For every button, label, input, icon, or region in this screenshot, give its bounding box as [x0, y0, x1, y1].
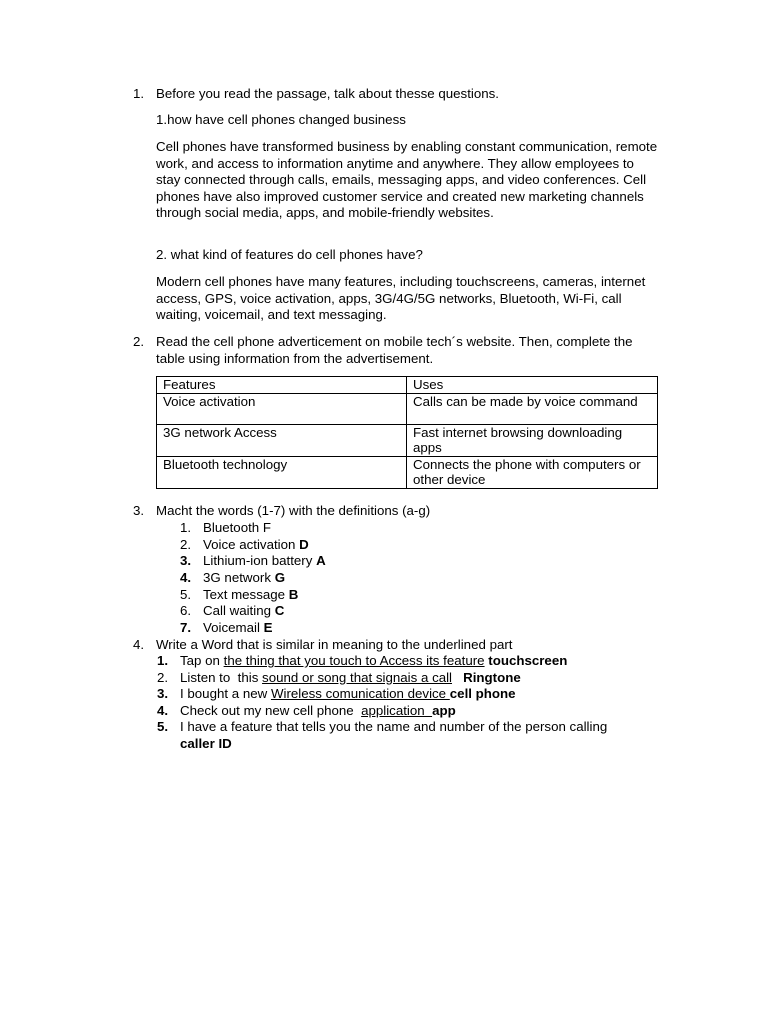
answer: touchscreen: [488, 653, 568, 668]
table-row: [157, 393, 658, 424]
underlined-phrase: Wireless comunication device: [270, 686, 450, 701]
q3-prompt: Macht the words (1-7) with the definitions (a-g): [156, 503, 431, 518]
q1-prompt: Before you read the passage, talk about thesse questions.: [156, 86, 499, 101]
q1-sub1-question: 1.how have cell phones changed business: [156, 112, 406, 127]
q3-item: Lithium-ion battery A: [203, 553, 326, 568]
q3-item-number: 5.: [180, 587, 192, 602]
q4-item-number: 4.: [157, 703, 169, 718]
table-header-features: Features: [157, 377, 407, 394]
q3-item-number: 6.: [180, 603, 192, 618]
q2-number: 2.: [133, 334, 145, 349]
q4-item-number: 2.: [157, 670, 169, 685]
table-row: [157, 456, 658, 488]
q1-sub2-answer: Modern cell phones have many features, including touchscreens, cameras, internet access, GPS, voice activation, apps, 3G/4G/5G networks, Bluetooth, Wi-Fi, call waiting, voicemail, and text messaging.: [156, 274, 646, 323]
table-row: [157, 424, 658, 456]
q3-item: 3G network G: [203, 570, 286, 585]
q4-item: I bought a new Wireless comunication device cell phone: [180, 686, 516, 701]
q3-item-number: 2.: [180, 537, 192, 552]
q4-item: Check out my new cell phone application app: [180, 703, 456, 718]
q4-number: 4.: [133, 637, 145, 652]
q3-item: Call waiting C: [203, 603, 285, 618]
q4-prompt: Write a Word that is similar in meaning to the underlined part: [156, 637, 513, 652]
underlined-phrase: sound or song that signais a call: [262, 670, 453, 685]
q3-item-number: 1.: [180, 520, 192, 535]
table-cell-use: Fast internet browsing downloading apps: [407, 424, 658, 456]
q3-item-number: 7.: [180, 620, 192, 635]
answer: Ringtone: [463, 670, 521, 685]
table-header-row: [157, 377, 658, 394]
q4-item: Tap on the thing that you touch to Access its feature touchscreen: [180, 653, 568, 668]
q4-item: I have a feature that tells you the name and number of the person calling caller ID: [180, 719, 608, 751]
q4-item-number: 3.: [157, 686, 169, 701]
answer: caller ID: [180, 735, 232, 751]
answer: cell phone: [449, 686, 516, 701]
q3-number: 3.: [133, 503, 145, 518]
q4-item-number: 5.: [157, 719, 169, 734]
q4-item: Listen to this sound or song that signais a call Ringtone: [180, 670, 521, 685]
table-cell-use: Connects the phone with computers or other device: [407, 456, 658, 488]
q4-item-number: 1.: [157, 653, 169, 668]
underlined-phrase: application: [361, 703, 433, 718]
q3-item: Voice activation D: [203, 537, 309, 552]
table-cell-use: Calls can be made by voice command: [407, 393, 658, 424]
underlined-phrase: the thing that you touch to Access its feature: [223, 653, 485, 668]
q3-item: Text message B: [203, 587, 299, 602]
table-cell-feature: 3G network Access: [157, 424, 407, 456]
answer: app: [432, 703, 456, 718]
features-table: [156, 376, 658, 489]
q3-item: Voicemail E: [203, 620, 273, 635]
q3-item-number: 4.: [180, 570, 192, 585]
table-cell-feature: Voice activation: [157, 393, 407, 424]
q1-number: 1.: [133, 86, 145, 101]
q3-item-number: 3.: [180, 553, 192, 568]
q1-sub1-answer: Cell phones have transformed business by enabling constant communication, remote work, and access to information anytime and anywhere. They allow employees to stay connected through calls, emails, messaging apps, and video conferences. Cell phones have also improved customer service and created new marketing channels through social media, apps, and mobile-friendly websites.: [156, 139, 658, 221]
q2-prompt: Read the cell phone adverticement on mobile tech´s website. Then, complete the table using information from the advertisement.: [156, 334, 633, 366]
q1-sub2-question: 2. what kind of features do cell phones have?: [156, 247, 423, 262]
table-header-uses: Uses: [407, 377, 658, 394]
table-cell-feature: Bluetooth technology: [157, 456, 407, 488]
q3-item: Bluetooth F: [203, 520, 272, 535]
